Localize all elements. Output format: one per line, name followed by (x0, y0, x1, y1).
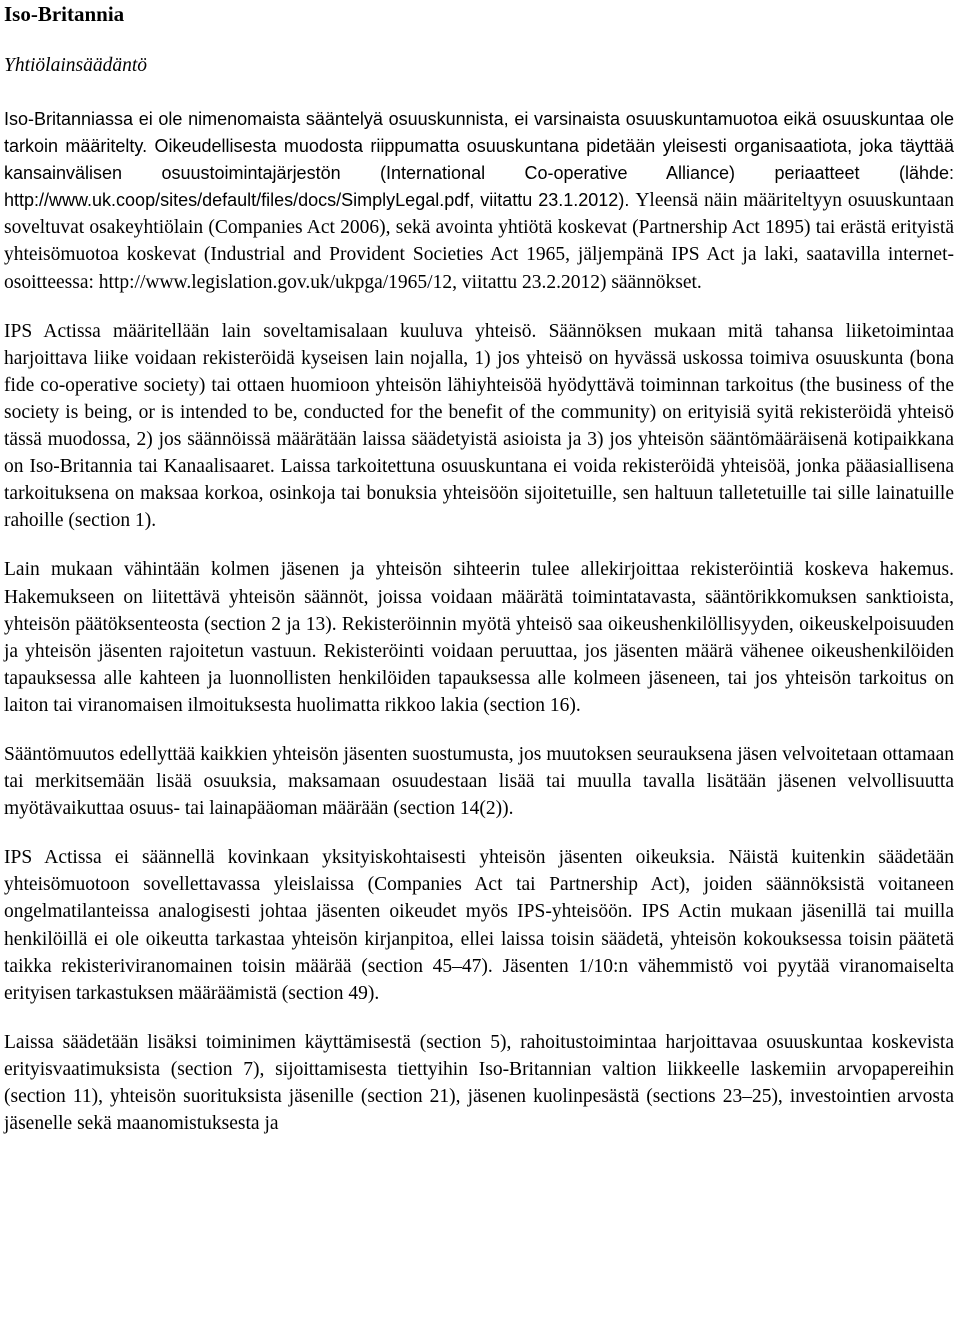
document-title: Iso-Britannia (4, 2, 125, 26)
paragraph-6: Laissa säädetään lisäksi toiminimen käyttämisestä (section 5), rahoitustoimintaa harjoittavaa osuuskuntaa koskevista erityisvaatimuksista (section 7), sijoittamisesta tiettyihin Iso-Britannian valtion liikkeelle laskemiin arvopapereihin (section 11), yhteisön suorituksista jäsenille (section 21), jäsenen kuolinpesästä (sections 23–25), investointien arvosta jäsenelle sekä maanomistuksesta ja (4, 1031, 954, 1135)
paragraph-1 (4, 106, 954, 296)
paragraph-4: Sääntömuutos edellyttää kaikkien yhteisön jäsenten suostumusta, jos muutoksen seurauksena jäsen velvoitetaan ottamaan tai merkitsemään lisää osuuksia, maksamaan osuudestaan lisää tai muulla tavalla lisätään jäsenen velvollisuutta myötävaikuttaa osuus- tai lainapääoman määrään (section 14(2)). (4, 743, 954, 820)
paragraph-5: IPS Actissa ei säännellä kovinkaan yksityiskohtaisesti yhteisön jäsenten oikeuksia. Näistä kuitenkin säädetään yhteisömuotoon sovellettavassa yleislaissa (Companies Act tai Partnership Act), joiden säännöksistä voitaneen ongelmatilanteissa analogisesti johtaa jäsenten oikeudet myös IPS-yhteisöön. IPS Actin mukaan jäsenillä tai muilla henkilöillä ei ole oikeutta tarkastaa yhteisön kirjanpitoa, ellei laissa toisin säädetä, yhteisön kokouksessa toisin päätetä taikka rekisteriviranomainen toisin määrää (section 45–47). Jäsenten 1/10:n vähemmistö voi pyytää viranomaiselta erityisen tarkastuksen määräämistä (section 49). (4, 847, 954, 1004)
paragraph-2: IPS Actissa määritellään lain soveltamisalaan kuuluva yhteisö. Säännöksen mukaan mitä tahansa liiketoimintaa harjoittava liike voidaan rekisteröidä kyseisen lain nojalla, 1) jos yhteisö on hyvässä uskossa toimiva osuuskunta (bona fide co-operative society) tai ottaen huomioon yhteisön lähiyhteisöä hyödyttävä toiminnan tarkoitus (the business of the society is being, or is intended to be, conducted for the benefit of the community) on erityisiä syitä rekisteröidä yhteisö tässä muodossa, 2) jos säännöissä määrätään laissa säädetyistä asioista ja 3) jos yhteisön sääntömääräisenä kotipaikkana on Iso-Britannia tai Kanaalisaaret. Laissa tarkoitettuna osuuskuntana ei voida rekisteröidä yhteisöä, jonka pääasiallisena tarkoituksena on maksaa korkoa, osinkoja tai bonuksia yhteisöön sijoitetuille, sen haltuun talletetuille tai sille lainatuille rahoille (section 1). (4, 320, 954, 532)
section-subtitle: Yhtiölainsäädäntö (4, 55, 148, 76)
paragraph-1-part-2: Yleensä näin määriteltyyn osuuskuntaan soveltuvat osakeyhtiölain (Companies Act 2006), sekä avointa yhtiötä koskevat (Partnership Act 1895) tai erästä erityistä yhteisömuotoa koskevat (Industrial and Provident Societies Act 1965, jäljempänä IPS Act ja laki, saatavilla internet-osoitteessa: http://www.legislation.gov.uk/ukpga/1965/12, viitattu 23.2.2012) säännökset. (4, 190, 954, 293)
paragraph-3: Lain mukaan vähintään kolmen jäsenen ja yhteisön sihteerin tulee allekirjoittaa rekisteröintiä koskeva hakemus. Hakemukseen on liitettävä yhteisön säännöt, joissa voidaan määrätä toimintatavasta, sääntörikkomuksen sanktioista, yhteisön päätöksenteosta (section 2 ja 13). Rekisteröinnin myötä yhteisö saa oikeushenkilöllisyyden, oikeuskelpoisuuden ja yhteisön jäsenten rajoitetun vastuun. Rekisteröinti voidaan peruuttaa, jos jäsenten määrä vähenee oikeushenkilöiden tapauksessa alle kahteen ja luonnollisten henkilöiden tapauksessa alle kolmeen jäseneen, tai jos yhteisön tarkoitus on laiton tai viranomaisen ilmoituksesta huolimatta rikkoo lakia (section 16). (4, 559, 954, 716)
document-page (4, 0, 954, 1137)
paragraph-1-part-1: Iso-Britanniassa ei ole nimenomaista sääntelyä osuuskunnista, ei varsinaista osuuskuntamuotoa eikä osuuskuntaa ole tarkoin määritelty. Oikeudellisesta muodosta riippumatta osuuskuntana pidetään yleisesti organisaatiota, joka täyttää kansainvälisen osuustoimintajärjestön (International Co-operative Alliance) periaatteet (lähde: http://www.uk.coop/sites/default/files/docs/SimplyLegal.pdf, viitattu 23.1.2012). (4, 109, 954, 211)
